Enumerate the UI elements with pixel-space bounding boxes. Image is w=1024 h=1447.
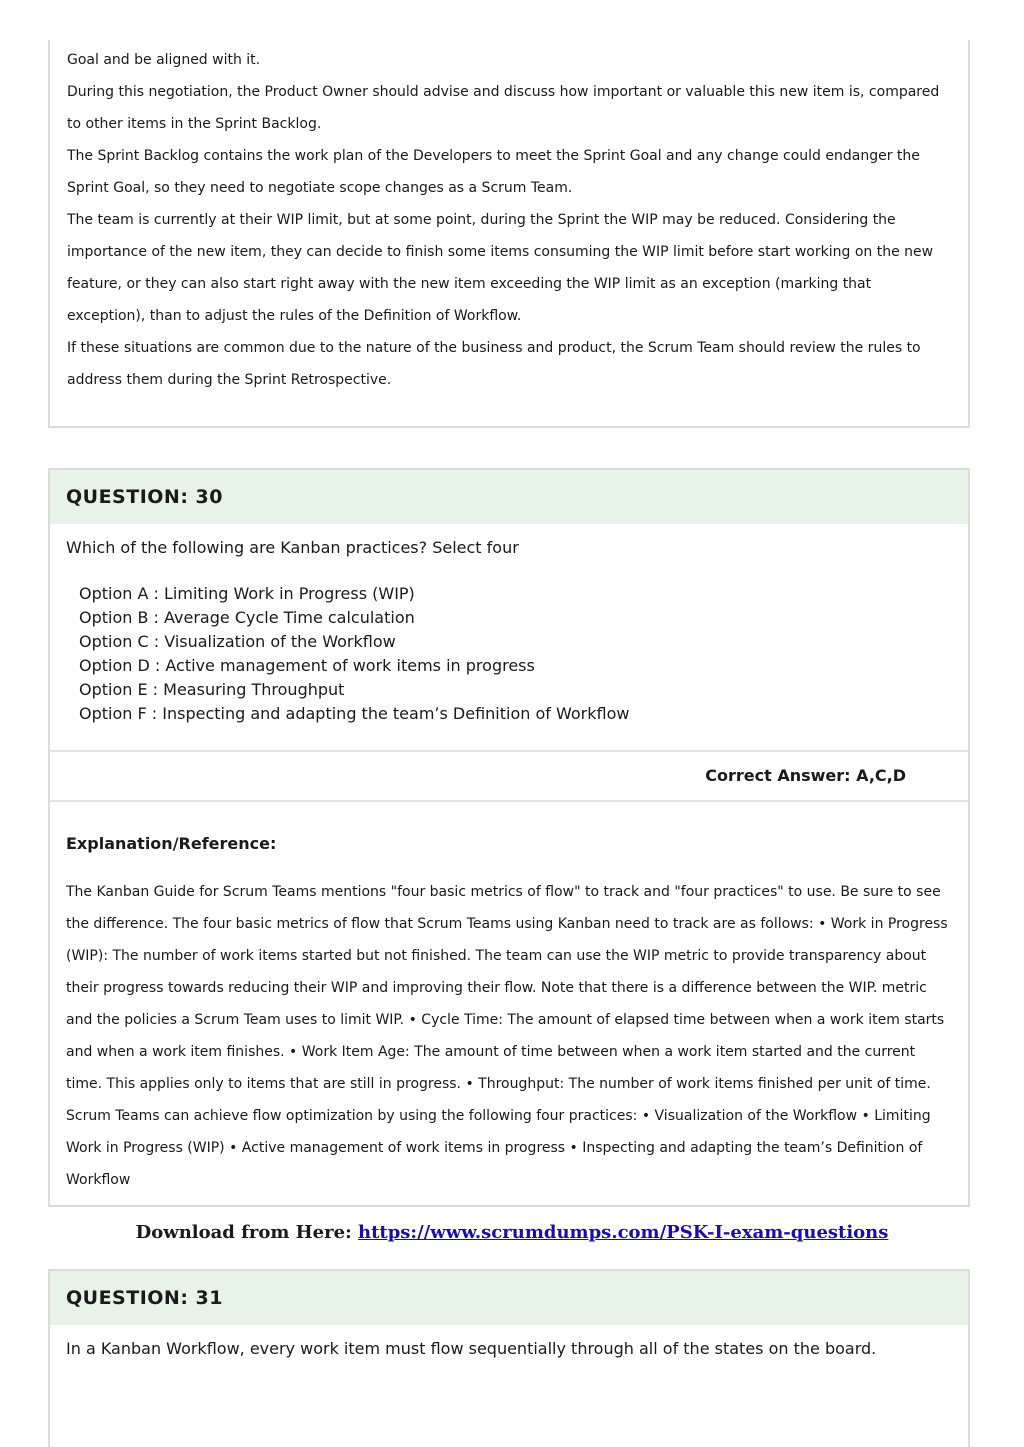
explanation-paragraph: Goal and be aligned with it. xyxy=(67,52,261,68)
download-line xyxy=(0,1222,1024,1243)
download-label: Download from Here: xyxy=(135,1222,352,1243)
option-c: Option C : Visualization of the Workflow xyxy=(79,632,396,651)
option-e: Option E : Measuring Throughput xyxy=(79,680,345,699)
question-heading: QUESTION: 31 xyxy=(50,1271,968,1325)
explanation-title: Explanation/Reference: xyxy=(66,834,277,853)
previous-explanation-box xyxy=(48,40,970,428)
option-d: Option D : Active management of work items in progress xyxy=(79,656,535,675)
correct-answer: Correct Answer: A,C,D xyxy=(705,766,906,785)
question-31-card xyxy=(48,1269,970,1447)
explanation-paragraph: If these situations are common due to the nature of the business and product, the Scrum Team should review the rules to address them during the Sprint Retrospective. xyxy=(67,340,921,388)
option-a: Option A : Limiting Work in Progress (WIP) xyxy=(79,584,415,603)
explanation-paragraph: The Sprint Backlog contains the work plan of the Developers to meet the Sprint Goal and any change could endanger the Sprint Goal, so they need to negotiate scope changes as a Scrum Team. xyxy=(67,148,920,196)
option-f: Option F : Inspecting and adapting the team’s Definition of Workflow xyxy=(79,704,630,723)
question-heading: QUESTION: 30 xyxy=(50,470,968,524)
download-link[interactable]: https://www.scrumdumps.com/PSK-I-exam-questions xyxy=(358,1222,889,1243)
explanation-paragraph: The team is currently at their WIP limit, but at some point, during the Sprint the WIP may be reduced. Considering the importance of the new item, they can decide to finish some items consuming the WIP limit before start working on the new feature, or they can also start right away with the new item exceeding the WIP limit as an exception (marking that exception), than to adjust the rules of the Definition of Workflow. xyxy=(67,212,934,324)
option-b: Option B : Average Cycle Time calculation xyxy=(79,608,415,627)
options-list xyxy=(50,560,968,726)
explanation-paragraph: During this negotiation, the Product Owner should advise and discuss how important or valuable this new item is, compared to other items in the Sprint Backlog. xyxy=(67,84,940,132)
question-30-card xyxy=(48,468,970,1207)
question-text: Which of the following are Kanban practices? Select four xyxy=(66,538,519,557)
question-text: In a Kanban Workflow, every work item must flow sequentially through all of the states on the board. xyxy=(66,1339,877,1358)
explanation-text: The Kanban Guide for Scrum Teams mentions "four basic metrics of flow" to track and "four practices" to use. Be sure to see the difference. The four basic metrics of flow that Scrum Teams using Kanban need to track are as follows: • Work in Progress (WIP): The number of work items started but not finished. The team can use the WIP metric to provide transparency about their progress towards reducing their WIP and improving their flow. Note that there is a difference between the WIP. metric and the policies a Scrum Team uses to limit WIP. • Cycle Time: The amount of elapsed time between when a work item starts and when a work item finishes. • Work Item Age: The amount of time between when a work item started and the current time. This applies only to items that are still in progress. • Throughput: The number of work items finished per unit of time. Scrum Teams can achieve flow optimization by using the following four practices: • Visualization of the Workflow • Limiting Work in Progress (WIP) • Active management of work items in progress • Inspecting and adapting the team’s Definition of Workflow xyxy=(66,884,948,1188)
